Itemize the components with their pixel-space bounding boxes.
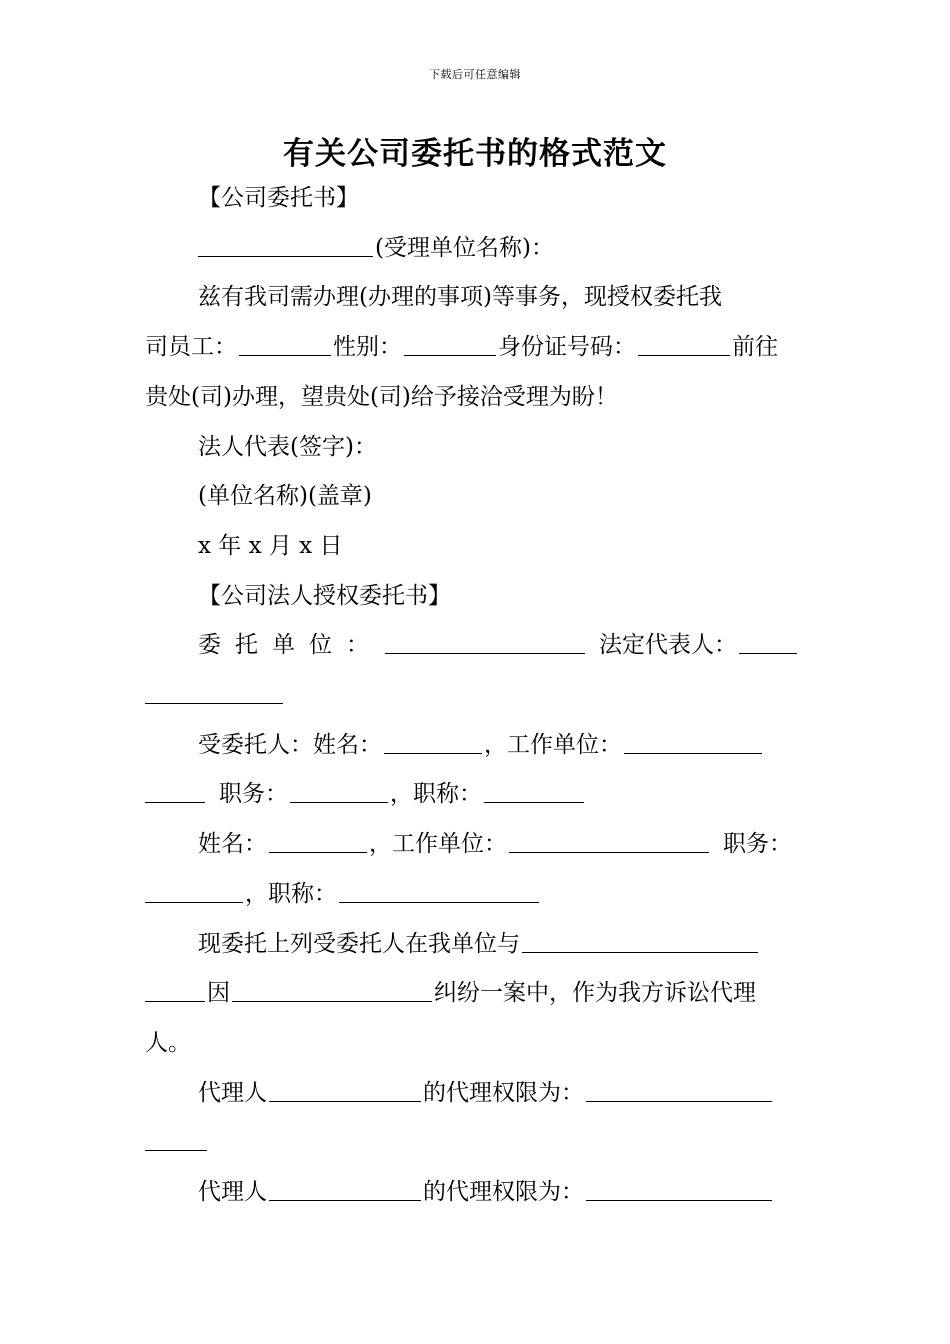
text: 职务： (219, 781, 288, 808)
text: 的代理权限为： (423, 1079, 584, 1106)
blank-employee (239, 354, 331, 356)
blank-work-unit (624, 752, 762, 754)
text: 代理人 (198, 1079, 267, 1106)
blank-title2 (339, 901, 539, 903)
addressee-line (145, 224, 806, 274)
text: 受委托人：姓名： (198, 731, 382, 758)
text: 因 (207, 980, 230, 1007)
paragraph-line (145, 323, 806, 373)
text: 的代理权限为： (423, 1179, 584, 1206)
agent-authority-line (145, 1168, 806, 1218)
blank-legal-rep (739, 652, 797, 654)
text: 姓名： (198, 831, 267, 858)
agent-line (145, 721, 806, 771)
text: 代理人 (198, 1179, 267, 1206)
text: 法定代表人： (599, 632, 737, 659)
header-note: 下载后可任意编辑 (429, 68, 521, 81)
blank-work-unit-cont (145, 801, 205, 803)
blank-opposing-party-cont (145, 1000, 205, 1002)
entrusting-unit-line (145, 621, 806, 671)
text: 身份证号码： (498, 334, 636, 361)
blank-legal-rep-cont (145, 702, 283, 704)
text: 前往 (732, 334, 778, 361)
blank-unit (385, 652, 585, 654)
text: ，职称： (390, 781, 482, 808)
agent-authority-line (145, 1069, 806, 1119)
blank-recipient (198, 255, 373, 257)
text: ，工作单位： (484, 731, 622, 758)
wrap-line (145, 671, 806, 721)
date-line: x 年 x 月 x 日 (198, 532, 343, 559)
text: 纠纷一案中，作为我方诉讼代理 (434, 980, 756, 1007)
paragraph-line (145, 920, 806, 970)
blank-work-unit2 (509, 851, 709, 853)
agent2-line-cont (145, 870, 806, 920)
text: 现委托上列受委托人在我单位与 (198, 930, 520, 957)
wrap-line (145, 1118, 806, 1168)
blank-title (484, 801, 584, 803)
paragraph-line: 贵处(司)办理，望贵处(司)给予接洽受理为盼！ (145, 383, 618, 410)
blank-position (290, 801, 388, 803)
agent2-line (145, 820, 806, 870)
blank-authority1-cont (145, 1149, 207, 1151)
blank-agent2 (269, 1199, 421, 1201)
text: 职务： (723, 831, 792, 858)
blank-agent1 (269, 1100, 421, 1102)
section-heading-company-letter: 【公司委托书】 (198, 185, 359, 211)
text: 委托单位： (198, 632, 383, 659)
blank-gender (404, 354, 496, 356)
signature-line: 法人代表(签字)： (198, 433, 377, 460)
paragraph-line (145, 969, 806, 1019)
agent-line-cont (145, 770, 806, 820)
addressee-suffix: (受理单位名称)： (375, 234, 554, 261)
blank-authority2 (586, 1199, 772, 1201)
blank-opposing-party (522, 951, 758, 953)
paragraph-line: 人。 (145, 1029, 191, 1056)
blank-cause (232, 1000, 432, 1002)
text: ，工作单位： (369, 831, 507, 858)
blank-authority1 (586, 1100, 772, 1102)
blank-name2 (269, 851, 367, 853)
paragraph-line: 兹有我司需办理(办理的事项)等事务，现授权委托我 (198, 284, 722, 311)
blank-position2 (145, 901, 243, 903)
document-title: 有关公司委托书的格式范文 (283, 136, 667, 172)
blank-id-number (638, 354, 730, 356)
document-body (145, 174, 806, 1218)
text: 性别： (333, 334, 402, 361)
text: 司员工： (145, 334, 237, 361)
seal-line: (单位名称)(盖章) (198, 483, 372, 510)
blank-agent-name (384, 752, 482, 754)
text: ，职称： (245, 880, 337, 907)
section-heading-legal-authorization: 【公司法人授权委托书】 (198, 582, 451, 609)
